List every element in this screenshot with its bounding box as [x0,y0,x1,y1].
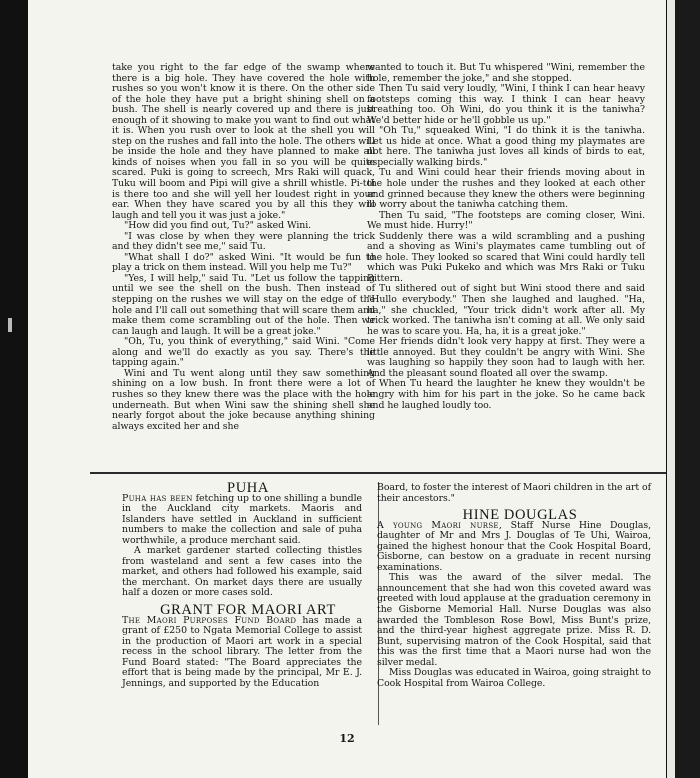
story-paragraph: Then Tu said very loudly, "Wini, I think I can hear heavy footsteps coming this way. I think I can hear heavy breathing too. Oh Wini, do you think it is the taniwha? We'd better hide or he'll gobble us up." [367,83,645,126]
story-paragraph: Wini and Tu went along until they saw something shining on a low bush. In front there were a lot of rushes so they knew there was the place with the hole underneath. But when Wini saw the shining shell she nearly forgot about the joke because anything shining always excited her and she [112,367,375,432]
story-paragraph: Tu and Wini could hear their friends moving about in the hole under the rushes and they looked at each other and grinned because they knew the others were beginning to worry about the taniwha catching them. [367,167,645,211]
hine-lead: A young Maori nurse, [377,519,503,531]
magazine-page [28,0,666,778]
story-paragraph: take you right to the far edge of the swamp where there is a big hole. They have covered the hole with rushes so you won't know it is there. On the other side of the hole they have put a bright shining shell on a bush. The shell is nearly covered up and there is just enough of it showing to make you want to find out what it is. When you rush over to look at the shell you will step on the rushes and fall into the hole. The others will be inside the hole and they have planned to make all kinds of noises when you fall in so you will be quite scared. Puki is going to screech, Mrs Raki will quack, Tuku will boom and Pipi will give a shrill whistle. Pi-toi is there too and she will yell her loudest right in your ear. When they have scared you by all this they will laugh and tell you it was just a joke." [112,62,375,221]
hine-text: Staff Nurse Hine Douglas, daughter of Mr and Mrs J. Douglas of Te Uhi, Wairoa, gained the highest honour that the Cook Hospital Board, Gisborne, can bestow on a graduate in recent nursing examinations. [377,519,652,573]
hine-heading: HINE DOUGLAS [462,507,578,524]
section-divider-rule [90,472,666,474]
puha-heading: PUHA [227,480,269,496]
grant-continued: Board, to foster the interest of Maori children in the art of their ancestors." [377,482,651,504]
grant-heading: GRANT FOR MAORI ART [160,602,336,619]
puha-paragraph [122,494,362,547]
hine-paragraph [377,521,651,574]
story-paragraph: "I was close by when they were planning the trick and they didn't see me," said Tu. [112,230,375,253]
story-paragraph: Her friends didn't look very happy at first. They were a little annoyed. But they couldn't be angry with Wini. She was laughing so happily they soon had to laugh with her. And the pleasant sound floated all over the swamp. [367,336,645,379]
puha-lead: Puha has been [122,492,193,504]
story-paragraph: Suddenly there was a wild scrambling and a pushing and a shoving as Wini's playmates came tumbling out of the hole. They looked so scared that Wini could hardly tell which was Puki Pukeko and which was Mrs Raki or Tuku Bittern. [367,230,645,284]
story-paragraph: "How did you find out, Tu?" asked Wini. [124,220,312,232]
right-scan-gutter [667,0,700,778]
scan-binding-mark [8,318,12,332]
puha-paragraph-2: A market gardener started collecting thistles from wasteland and sent a few cases into the market, and others had followed his example, said the merchant. On market days there are usually half a dozen or more cases sold. [122,545,362,599]
story-left-column [112,63,375,432]
left-scan-gutter [0,0,28,778]
page-number: 12 [339,732,355,745]
puha-text: fetching up to one shilling a bundle in the Auckland city markets. Maoris and Islanders have settled in Auckland in sufficient numbers to make the collection and sale of puha worthwhile, a produce merchant said. [122,492,362,546]
story-paragraph: "Oh Tu," squeaked Wini, "I do think it is the taniwha. Let us hide at once. What a good thing my playmates are not here. The taniwha just loves all kinds of birds to eat, especially walking birds." [367,125,645,168]
story-paragraph: "Yes, I will help," said Tu. "Let us follow the tapping until we see the shell on the bush. Then instead of stepping on the rushes we will stay on the edge of the hole and I'll call out something that will scare them and make them come scrambling out of the hole. Then we can laugh and laugh. It will be a great joke." [112,272,375,337]
story-paragraph: When Tu heard the laughter he knew they wouldn't be angry with him for his part in the joke. So he came back and he laughed loudly too. [367,378,645,411]
next-page-edge [667,0,675,778]
story-paragraph: Then Tu said, "The footsteps are coming closer, Wini. We must hide. Hurry!" [367,209,645,232]
story-paragraph: "What shall I do?" asked Wini. "It would be fun to play a trick on them instead. Will you help me Tu?" [112,251,375,274]
story-paragraph: wanted to touch it. But Tu whispered "Wini, remember the hole, remember the joke," and she stopped. [367,62,645,84]
lower-left-column [122,480,362,689]
story-paragraph: Tu slithered out of sight but Wini stood there and said "Hullo everybody." Then she laughed and laughed. "Ha, ha," she chuckled, "Your trick didn't work after all. My trick worked. The taniwha isn't coming at all. We only said he was to scare you. Ha, ha, it is a great joke." [367,283,645,337]
grant-lead: The Maori Purposes Fund Board [122,614,297,626]
grant-paragraph [122,616,362,690]
story-right-column [367,63,645,411]
lower-right-column [377,483,651,689]
story-paragraph: "Oh, Tu, you think of everything," said Wini. "Come along and we'll do exactly as you say. There's the tapping again." [112,336,375,369]
grant-text: has made a grant of £250 to Ngata Memorial College to assist in the production of Maori art work in a special recess in the school library. The letter from the Fund Board stated: "The Board appreciates the effort that is being made by the principal, Mr E. J. Jennings, and supported by the Education [122,614,362,689]
hine-paragraph-3: Miss Douglas was educated in Wairoa, going straight to Cook Hospital from Wairoa College. [377,667,651,689]
hine-paragraph-2: This was the award of the silver medal. The announcement that she had won this coveted award was greeted with loud applause at the graduation ceremony in the Gisborne Memorial Hall. Nurse Douglas was also awarded the Tombleson Rose Bowl, Miss Bunt's prize, and the third-year highest aggregate prize. Miss R. D. Bunt, supervising matron of the Cook Hospital, said that this was the first time that a Maori nurse had won the silver medal. [377,572,651,668]
